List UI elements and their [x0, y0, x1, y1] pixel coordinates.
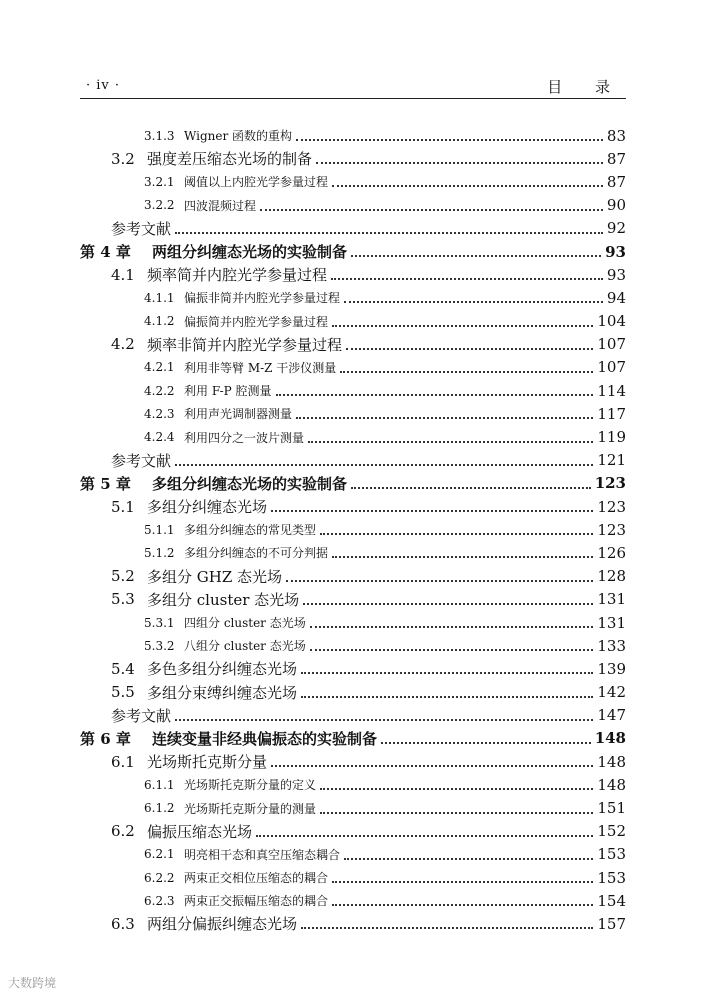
toc-entry [80, 773, 626, 796]
toc-entry-page: 154 [597, 891, 626, 910]
toc-entry [80, 866, 626, 889]
toc-entry-title: 光场斯托克斯分量 [147, 753, 268, 772]
toc-entry-title: 四组分 cluster 态光场 [184, 616, 306, 631]
toc-entry-title: 多组分纠缠态的常见类型 [184, 523, 317, 538]
toc-entry [80, 565, 626, 588]
toc-entry-number: 6.2 [111, 822, 135, 841]
toc-entry-title: 连续变量非经典偏振态的实验制备 [152, 729, 378, 748]
toc-entry [80, 820, 626, 843]
toc-entry-page: 151 [597, 799, 626, 818]
dot-leader [308, 440, 593, 443]
dot-leader [316, 161, 603, 164]
dot-leader [286, 579, 593, 582]
toc-entry-number: 5.5 [111, 683, 135, 702]
toc-entry [80, 727, 626, 750]
toc-entry-title: 参考文献 [111, 706, 172, 725]
toc-entry-title: 多组分纠缠态光场 [147, 498, 268, 517]
toc-entry [80, 681, 626, 704]
toc-entry [80, 333, 626, 356]
toc-entry-title: 偏振非简并内腔光学参量过程 [184, 291, 341, 306]
toc-entry-page: 92 [606, 219, 626, 238]
toc-entry-page: 114 [597, 381, 626, 400]
toc-entry [80, 217, 626, 240]
toc-entry-page: 131 [597, 590, 626, 609]
dot-leader [256, 834, 593, 837]
toc-entry [80, 518, 626, 541]
toc-entry-number: 6.2.3 [144, 893, 175, 908]
toc-entry-page: 142 [597, 683, 626, 702]
toc-entry-page: 121 [597, 451, 626, 470]
toc-entry-title: 参考文献 [111, 219, 172, 238]
toc-entry-title: 强度差压缩态光场的制备 [147, 150, 313, 169]
dot-leader [310, 648, 594, 651]
dot-leader [271, 509, 593, 512]
toc-entry-number: 5.3.1 [144, 615, 175, 630]
toc-entry-page: 133 [597, 636, 626, 655]
toc-entry-title: 两组分纠缠态光场的实验制备 [152, 243, 348, 262]
toc-entry-page: 128 [597, 567, 626, 586]
toc-entry-page: 93 [605, 242, 626, 261]
toc-entry-number: 5.1 [111, 497, 135, 516]
toc-entry-title: 多组分束缚纠缠态光场 [147, 683, 298, 702]
toc-entry-title: 八组分 cluster 态光场 [184, 639, 306, 654]
dot-leader [175, 718, 593, 721]
toc-entry [80, 356, 626, 379]
toc-entry-page: 153 [597, 845, 626, 864]
toc-entry-title: 利用非等臂 M-Z 干涉仪测量 [184, 360, 337, 375]
toc-entry-page: 107 [597, 335, 626, 354]
toc-entry [80, 704, 626, 727]
toc-entry [80, 750, 626, 773]
dot-leader [301, 695, 593, 698]
toc-entry [80, 379, 626, 402]
toc-entry [80, 495, 626, 518]
toc-entry-number: 3.2.1 [144, 174, 175, 189]
toc-entry [80, 402, 626, 425]
toc-entry [80, 240, 626, 263]
toc-entry-number: 4.2.1 [144, 360, 175, 375]
toc-entry-title: 多组分 GHZ 态光场 [147, 567, 283, 586]
toc-entry [80, 286, 626, 309]
toc-entry [80, 472, 626, 495]
toc-entry-number: 6.1 [111, 752, 135, 771]
toc-entry [80, 796, 626, 819]
toc-entry-title: 偏振压缩态光场 [147, 822, 253, 841]
toc-entry-page: 157 [597, 914, 626, 933]
dot-leader [332, 555, 593, 558]
dot-leader [271, 764, 593, 767]
toc-entry-page: 87 [606, 149, 626, 168]
dot-leader [331, 277, 603, 280]
dot-leader [301, 671, 593, 674]
toc-entry-page: 93 [606, 265, 626, 284]
toc-entry-title: 多组分纠缠态的不可分判据 [184, 546, 329, 561]
toc-entry-page: 123 [597, 520, 626, 539]
toc-entry-number: 6.1.2 [144, 801, 175, 816]
toc-entry-page: 148 [594, 729, 626, 748]
watermark-text: 大数跨境 [8, 976, 57, 990]
toc-entry-title: 光场斯托克斯分量的定义 [184, 778, 317, 793]
toc-entry-title: 四波混频过程 [184, 198, 257, 213]
toc-entry-number: 5.2 [111, 567, 135, 586]
toc-entry-number: 4.2 [111, 335, 135, 354]
toc-entry [80, 657, 626, 680]
toc-entry-number: 5.3.2 [144, 638, 175, 653]
toc-entry-title: Wigner 函数的重构 [184, 129, 293, 144]
toc-entry [80, 310, 626, 333]
toc-entry-number: 4.1 [111, 265, 135, 284]
dot-leader [344, 300, 603, 303]
toc-entry [80, 170, 626, 193]
toc-entry [80, 634, 626, 657]
toc-entry-number: 第 4 章 [80, 243, 131, 262]
toc-entry-page: 148 [597, 775, 626, 794]
toc-entry [80, 425, 626, 448]
toc-entry-title: 光场斯托克斯分量的测量 [184, 801, 317, 816]
dot-leader [351, 486, 591, 489]
dot-leader [332, 903, 593, 906]
toc-entry [80, 194, 626, 217]
toc-entry-number: 第 6 章 [80, 729, 131, 748]
dot-leader [303, 602, 593, 605]
toc-entry-title: 多组分纠缠态光场的实验制备 [152, 474, 348, 493]
toc-entry-number: 5.4 [111, 659, 135, 678]
dot-leader [260, 208, 603, 211]
dot-leader [276, 393, 594, 396]
toc-entry-number: 第 5 章 [80, 474, 131, 493]
toc-entry-title: 明亮相干态和真空压缩态耦合 [184, 847, 341, 862]
toc-entry-page: 87 [606, 172, 626, 191]
dot-leader [381, 741, 591, 744]
toc-entry-title: 多组分 cluster 态光场 [147, 590, 300, 609]
toc-entry [80, 588, 626, 611]
toc-entry-number: 6.1.1 [144, 777, 175, 792]
toc-entry [80, 541, 626, 564]
page-number: · iv · [86, 78, 121, 93]
toc-entry-number: 3.2.2 [144, 198, 175, 213]
dot-leader [344, 857, 593, 860]
toc-entry-page: 153 [597, 868, 626, 887]
toc-entry-number: 3.1.3 [144, 128, 175, 143]
page-header [80, 76, 626, 99]
dot-leader [310, 625, 594, 628]
toc-entry-title: 频率非简并内腔光学参量过程 [147, 335, 343, 354]
toc-entry-page: 152 [597, 822, 626, 841]
dot-leader [332, 880, 593, 883]
toc-entry-title: 频率简并内腔光学参量过程 [147, 266, 328, 285]
toc-entry-title: 两束正交相位压缩态的耦合 [184, 871, 329, 886]
toc-entry-number: 4.1.2 [144, 314, 175, 329]
dot-leader [175, 231, 603, 234]
toc-entry-page: 117 [597, 404, 626, 423]
toc-entry-page: 107 [597, 358, 626, 377]
toc-entry-page: 123 [594, 474, 626, 493]
toc-entry [80, 449, 626, 472]
toc-entry-page: 139 [597, 659, 626, 678]
dot-leader [320, 811, 593, 814]
toc-entry-title: 阈值以上内腔光学参量过程 [184, 175, 329, 190]
toc-entry-page: 147 [597, 706, 626, 725]
toc-entry-title: 两组分偏振纠缠态光场 [147, 915, 298, 934]
toc-entry-page: 119 [597, 428, 626, 447]
toc-entry-number: 3.2 [111, 149, 135, 168]
dot-leader [320, 787, 593, 790]
toc-entry [80, 263, 626, 286]
toc-entry-page: 90 [606, 196, 626, 215]
toc-entry [80, 611, 626, 634]
toc-entry-page: 148 [597, 752, 626, 771]
toc-entry-title: 利用声光调制器测量 [184, 407, 293, 422]
toc-entry-page: 126 [597, 543, 626, 562]
toc-entry-number: 4.2.4 [144, 430, 175, 445]
dot-leader [296, 138, 603, 141]
toc-entry-title: 利用 F-P 腔测量 [184, 384, 272, 399]
toc-entry-number: 6.2.1 [144, 847, 175, 862]
table-of-contents [80, 124, 626, 936]
toc-entry-number: 6.3 [111, 914, 135, 933]
dot-leader [351, 254, 601, 257]
dot-leader [175, 463, 593, 466]
toc-entry [80, 912, 626, 935]
toc-entry-title: 两束正交振幅压缩态的耦合 [184, 894, 329, 909]
toc-entry-title: 偏振简并内腔光学参量过程 [184, 314, 329, 329]
toc-entry-title: 利用四分之一波片测量 [184, 430, 305, 445]
toc-entry [80, 147, 626, 170]
toc-entry [80, 889, 626, 912]
toc-entry-page: 94 [606, 288, 626, 307]
toc-entry-page: 104 [597, 312, 626, 331]
dot-leader [340, 370, 593, 373]
running-title: 目 录 [547, 78, 624, 96]
toc-entry-title: 多色多组分纠缠态光场 [147, 660, 298, 679]
dot-leader [296, 416, 593, 419]
dot-leader [346, 347, 593, 350]
toc-entry [80, 124, 626, 147]
toc-entry-number: 5.3 [111, 590, 135, 609]
toc-entry-title: 参考文献 [111, 451, 172, 470]
toc-entry [80, 843, 626, 866]
toc-entry-number: 4.1.1 [144, 290, 175, 305]
toc-entry-number: 5.1.2 [144, 545, 175, 560]
toc-entry-page: 83 [606, 126, 626, 145]
toc-entry-number: 4.2.3 [144, 406, 175, 421]
dot-leader [301, 926, 593, 929]
toc-entry-number: 5.1.1 [144, 522, 175, 537]
toc-entry-number: 6.2.2 [144, 870, 175, 885]
dot-leader [320, 532, 593, 535]
toc-entry-page: 123 [597, 497, 626, 516]
toc-entry-page: 131 [597, 613, 626, 632]
dot-leader [332, 184, 603, 187]
toc-entry-number: 4.2.2 [144, 383, 175, 398]
dot-leader [332, 324, 593, 327]
